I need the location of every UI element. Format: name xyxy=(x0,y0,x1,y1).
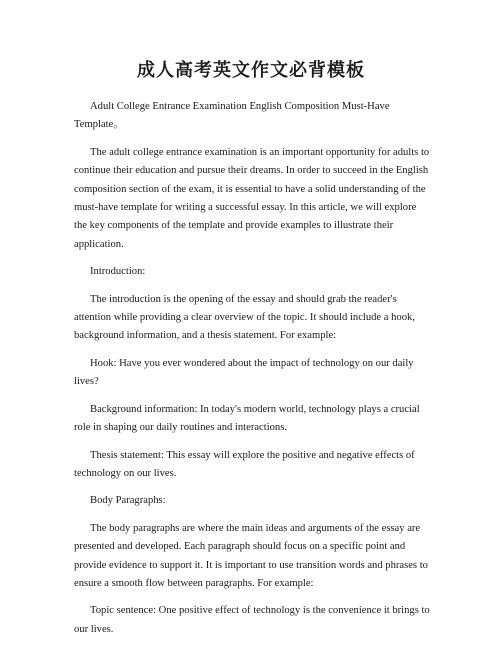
paragraph-body-description: The body paragraphs are where the main ideas and arguments of the essay are presented and developed. Each paragraph should focus on a specific point and provide evidence to support it. It is important to use transition words and phrases to ensure a smooth flow between paragraphs. For example: xyxy=(74,522,428,589)
paragraph-intro: The adult college entrance examination is an important opportunity for adults to continue their education and pursue their dreams. In order to succeed in the English composition section of the exam, it is essential to have a solid understanding of the must-have template for writing a successful essay. In this article, we will explore the key components of the template and provide examples to illustrate their application. xyxy=(74,146,430,250)
paragraph-thesis: Thesis statement: This essay will explore the positive and negative effects of technology on our lives. xyxy=(74,449,415,479)
section-heading-introduction: Introduction: xyxy=(90,266,146,278)
section-heading-body-paragraphs: Body Paragraphs: xyxy=(90,495,166,507)
paragraph-subtitle: Adult College Entrance Examination English Composition Must-Have Template。 xyxy=(74,101,390,131)
document-title: 成人高考英文作文必背模板 xyxy=(137,60,365,81)
paragraph-introduction-description: The introduction is the opening of the essay and should grab the reader's attention while providing a clear overview of the topic. It should include a hook, background information, and a thesis statement. For example: xyxy=(74,293,415,342)
document-body xyxy=(74,98,431,648)
paragraph-topic-sentence: Topic sentence: One positive effect of technology is the convenience it brings to our lives. xyxy=(74,605,430,635)
paragraph-background: Background information: In today's modern world, technology plays a crucial role in shaping our daily routines and interactions. xyxy=(74,403,420,434)
paragraph-hook: Hook: Have you ever wondered about the impact of technology on our daily lives? xyxy=(74,357,414,388)
